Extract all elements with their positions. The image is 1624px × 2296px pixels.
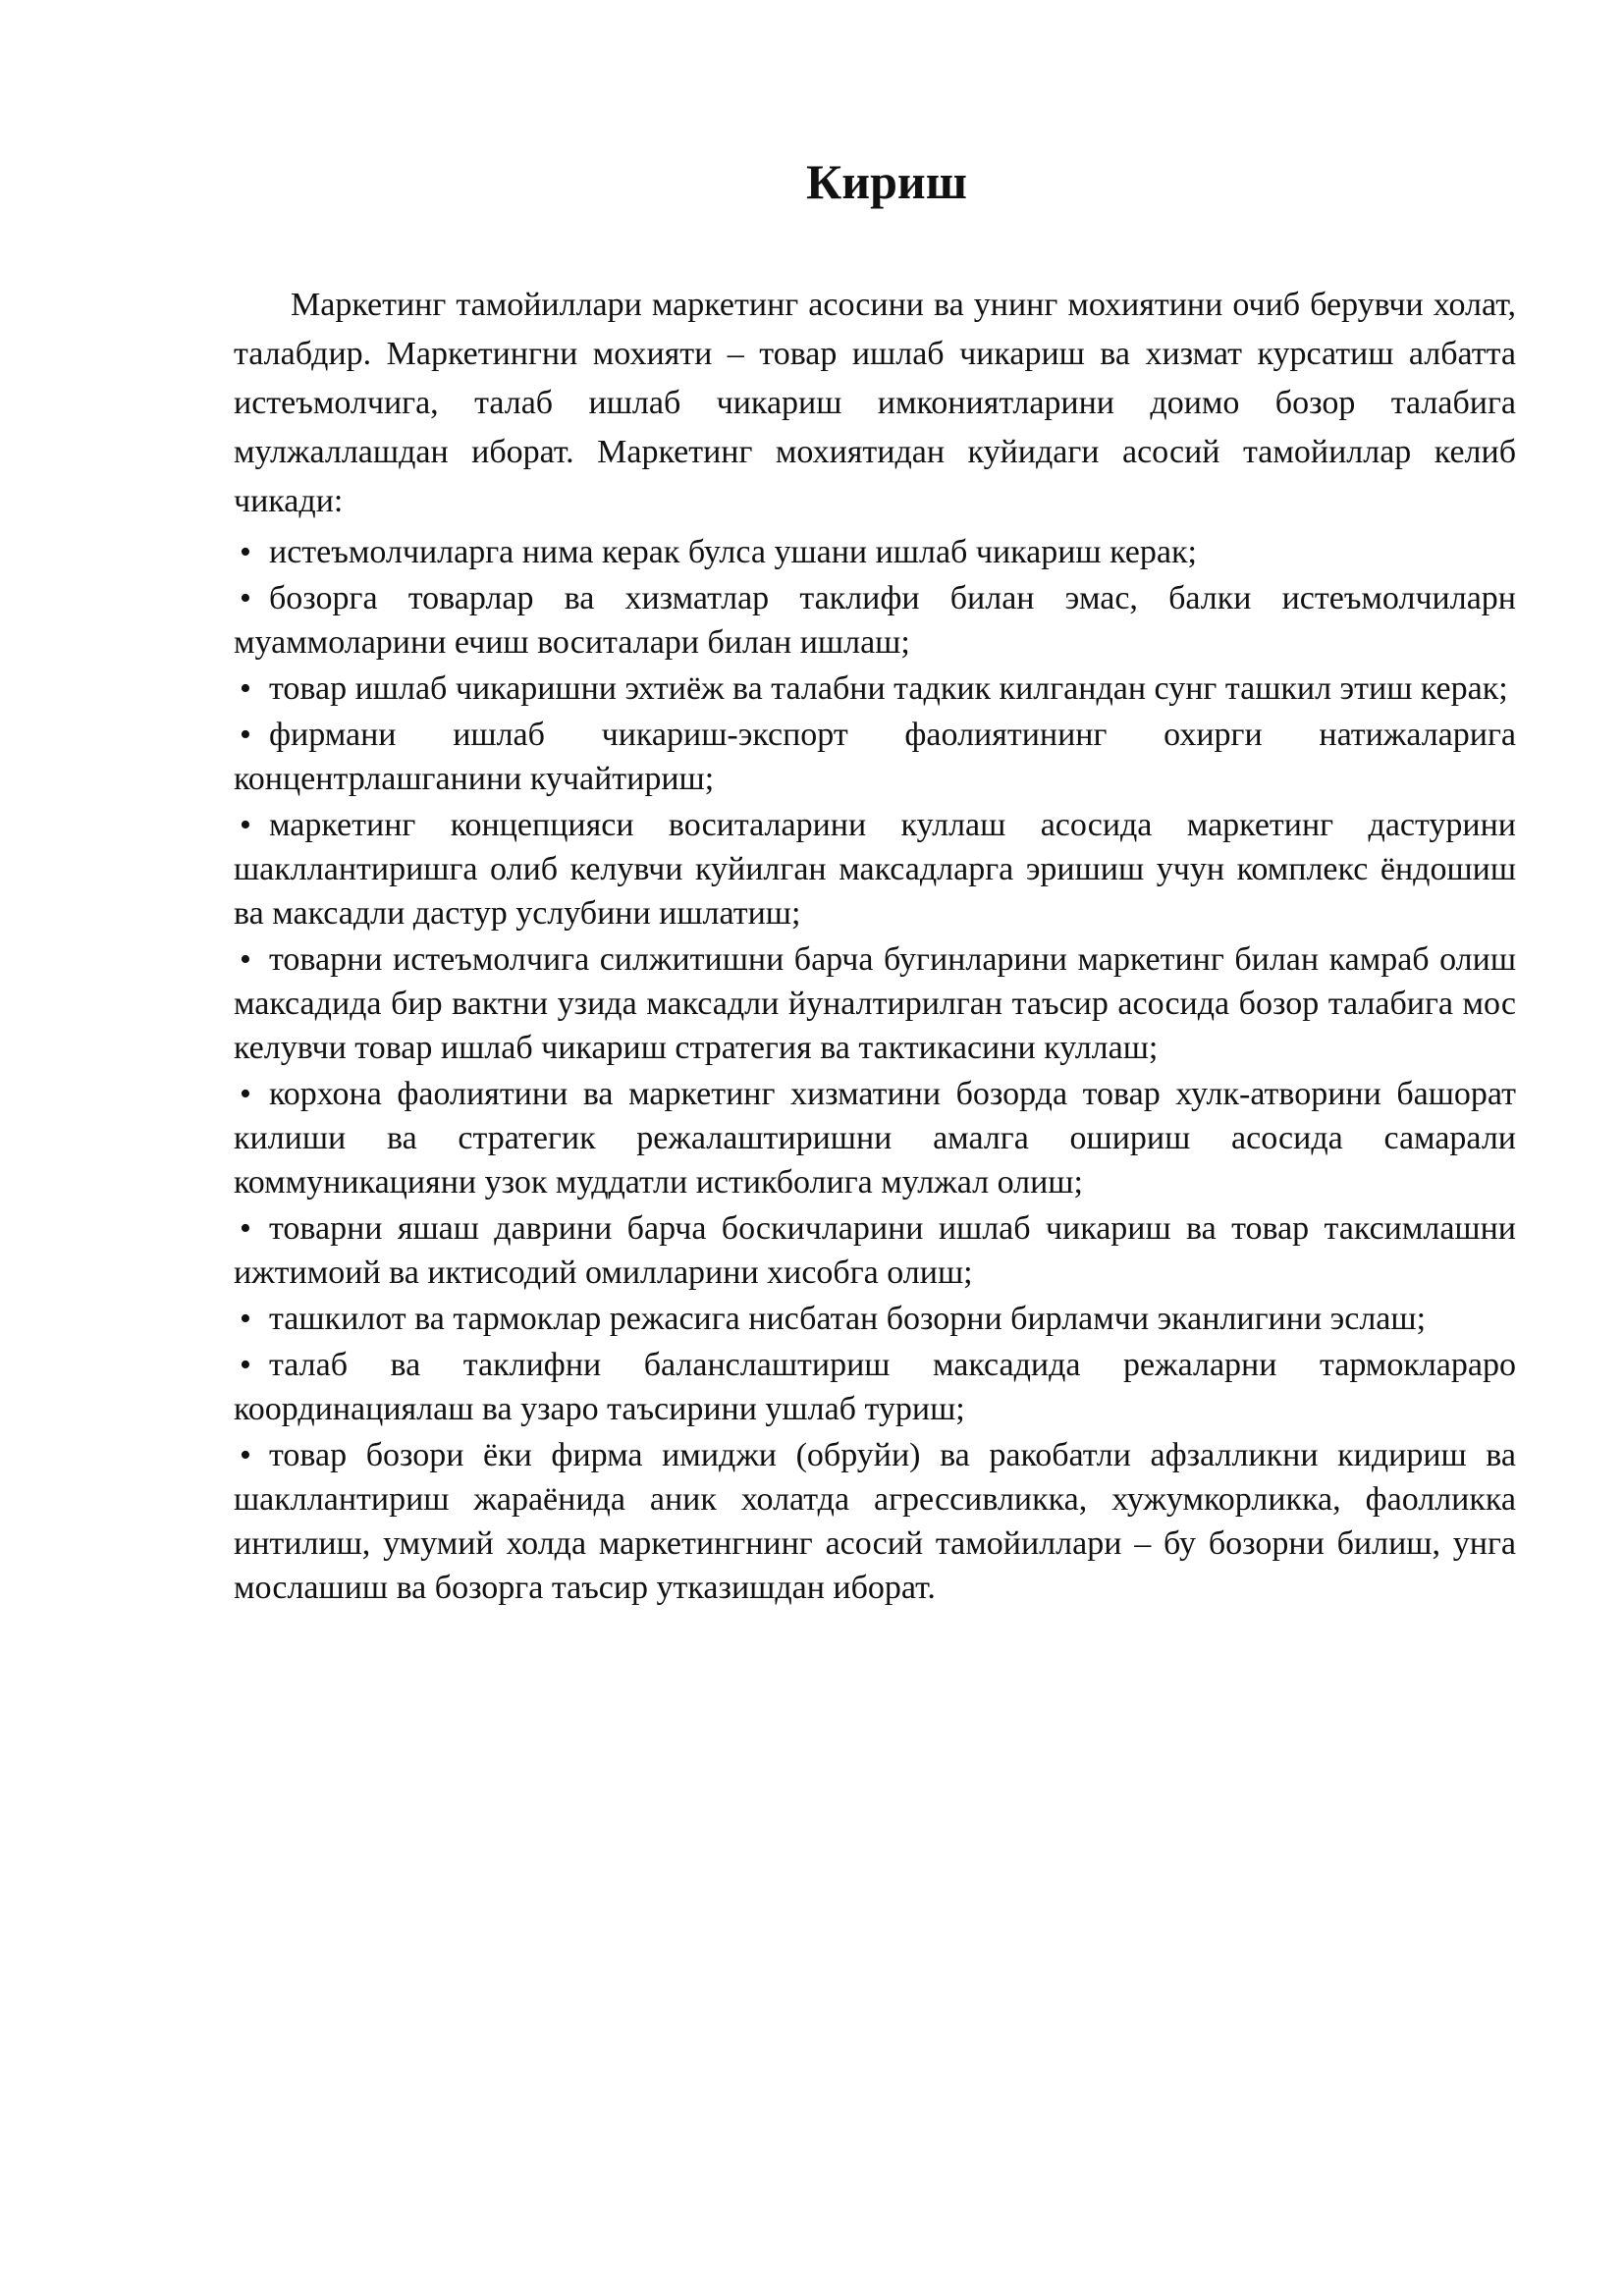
list-item-text: ташкилот ва тармоклар режасига нисбатан бозорни бирламчи эканлигини эслаш; xyxy=(269,1301,1427,1337)
list-item-text: бозорга товарлар ва хизматлар таклифи билан эмас, балки истеъмолчиларн муаммоларини ечиш воситалари билан ишлаш; xyxy=(234,580,1516,661)
bullet-icon: • xyxy=(240,1301,251,1337)
list-item-text: корхона фаолиятини ва маркетинг хизматини бозорда товар хулк-атворини башорат килиши ва стратегик режалаштиришни амалга ошириш асосида самарали коммуникацияни узок муддатли истикболига мулжал олиш; xyxy=(234,1076,1516,1201)
bullet-icon: • xyxy=(240,941,251,978)
bullet-icon: • xyxy=(240,717,251,753)
document-page xyxy=(234,147,1516,1612)
list-item xyxy=(234,803,1516,935)
list-item xyxy=(234,1343,1516,1431)
list-item-text: фирмани ишлаб чикариш-экспорт фаолиятининг охирги натижаларига концентрлашганини кучайтириш; xyxy=(234,717,1516,797)
bullet-icon: • xyxy=(240,670,251,707)
principles-list xyxy=(234,530,1516,1610)
list-item xyxy=(234,937,1516,1070)
list-item xyxy=(234,713,1516,801)
list-item-text: истеъмолчиларга нима керак булса ушани ишлаб чикариш керак; xyxy=(269,534,1197,570)
intro-paragraph: Маркетинг тамойиллари маркетинг асосини ва унинг мохиятини очиб берувчи холат, талабдир. Маркетингни мохияти – товар ишлаб чикариш ва хизмат курсатиш албатта истеъмолчига, талаб ишлаб чикариш имкониятларини доимо бозор талабига мулжаллашдан иборат. Маркетинг мохиятидан куйидаги асосий тамойиллар келиб чикади: xyxy=(234,287,1516,519)
list-item-text: товар бозори ёки фирма имиджи (обруйи) ва ракобатли афзалликни кидириш ва шакллантириш жараёнида аник холатда агрессивликка, хужумкорликка, фаолликка интилиш, умумий холда маркетингнинг асосий тамойиллари – бу бозорни билиш, унга мослашиш ва бозорга таъсир утказишдан иборат. xyxy=(234,1437,1516,1606)
list-item-text: маркетинг концепцияси воситаларини куллаш асосида маркетинг дастурини шакллантиришга олиб келувчи куйилган максадларга эришиш учун комплекс ёндошиш ва максадли дастур услубини ишлатиш; xyxy=(234,807,1516,932)
page-title: Кириш xyxy=(806,154,967,209)
bullet-icon: • xyxy=(240,1210,251,1247)
list-item-text: товар ишлаб чикаришни эхтиёж ва талабни тадкик килгандан сунг ташкил этиш керак; xyxy=(269,670,1508,707)
list-item xyxy=(234,667,1516,711)
bullet-icon: • xyxy=(240,580,251,616)
bullet-icon: • xyxy=(240,1076,251,1112)
list-item-text: талаб ва таклифни баланслаштириш максадида режаларни тармоклараро координациялаш ва узаро таъсирини ушлаб туриш; xyxy=(234,1347,1516,1427)
bullet-icon: • xyxy=(240,807,251,843)
bullet-icon: • xyxy=(240,534,251,570)
list-item-text: товарни истеъмолчига силжитишни барча бугинларини маркетинг билан камраб олиш максадида бир вактни узида максадли йуналтирилган таъсир асосида бозор талабига мос келувчи товар ишлаб чикариш стратегия ва тактикасини куллаш; xyxy=(234,941,1516,1066)
list-item-text: товарни яшаш даврини барча боскичларини ишлаб чикариш ва товар таксимлашни ижтимоий ва иктисодий омилларини хисобга олиш; xyxy=(234,1210,1516,1291)
list-item xyxy=(234,1297,1516,1341)
list-item xyxy=(234,1433,1516,1610)
list-item xyxy=(234,576,1516,665)
bullet-icon: • xyxy=(240,1437,251,1473)
list-item xyxy=(234,1072,1516,1204)
list-item xyxy=(234,530,1516,574)
bullet-icon: • xyxy=(240,1347,251,1383)
list-item xyxy=(234,1206,1516,1295)
